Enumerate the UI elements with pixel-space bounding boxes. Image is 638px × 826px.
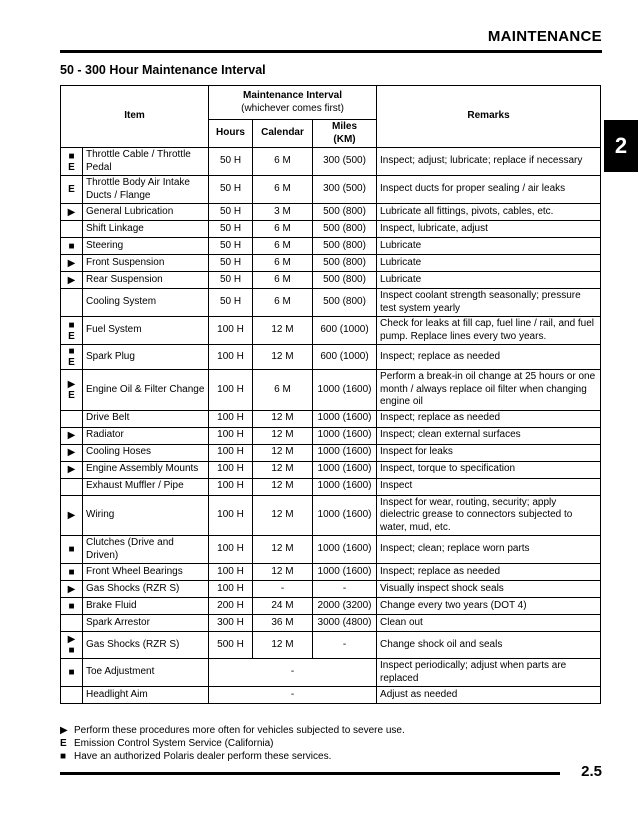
item-cell: Rear Suspension bbox=[83, 272, 209, 289]
table-row bbox=[61, 289, 601, 317]
section-title: 50 - 300 Hour Maintenance Interval bbox=[60, 63, 266, 77]
item-cell: Wiring bbox=[83, 495, 209, 536]
calendar-cell: 12 M bbox=[253, 317, 313, 345]
row-symbols bbox=[61, 410, 83, 427]
hours-cell: 100 H bbox=[209, 317, 253, 345]
hours-cell: 100 H bbox=[209, 581, 253, 598]
emission-icon: E bbox=[68, 184, 75, 195]
table-row bbox=[61, 238, 601, 255]
remarks-cell: Lubricate bbox=[377, 238, 601, 255]
remarks-cell: Visually inspect shock seals bbox=[377, 581, 601, 598]
hours-cell: 50 H bbox=[209, 289, 253, 317]
table-row bbox=[61, 204, 601, 221]
miles-cell: 1000 (1600) bbox=[313, 410, 377, 427]
legend-text-emission: Emission Control System Service (California) bbox=[74, 738, 274, 749]
dealer-icon: ■ bbox=[68, 346, 75, 357]
table-row bbox=[61, 444, 601, 461]
calendar-cell: 6 M bbox=[253, 289, 313, 317]
calendar-cell: 6 M bbox=[253, 370, 313, 411]
header-calendar: Calendar bbox=[253, 120, 313, 148]
miles-cell: 2000 (3200) bbox=[313, 598, 377, 615]
row-symbols bbox=[61, 581, 83, 598]
dealer-icon: ■ bbox=[68, 240, 75, 252]
table-row bbox=[61, 536, 601, 564]
item-cell: Front Wheel Bearings bbox=[83, 564, 209, 581]
miles-cell: 1000 (1600) bbox=[313, 427, 377, 444]
row-symbols bbox=[61, 221, 83, 238]
interval-cell: - bbox=[209, 687, 377, 704]
header-title: MAINTENANCE bbox=[487, 28, 602, 45]
hours-cell: 100 H bbox=[209, 427, 253, 444]
hours-cell: 50 H bbox=[209, 221, 253, 238]
table-row bbox=[61, 148, 601, 176]
item-cell: Engine Assembly Mounts bbox=[83, 461, 209, 478]
table-row bbox=[61, 478, 601, 495]
item-cell: Gas Shocks (RZR S) bbox=[83, 581, 209, 598]
chapter-tab: 2 bbox=[604, 120, 638, 172]
hours-cell: 100 H bbox=[209, 345, 253, 370]
item-cell: Cooling Hoses bbox=[83, 444, 209, 461]
remarks-cell: Check for leaks at fill cap, fuel line / rail, and fuel pump. Replace lines every two years. bbox=[377, 317, 601, 345]
item-cell: Gas Shocks (RZR S) bbox=[83, 632, 209, 659]
row-symbols bbox=[61, 536, 83, 564]
miles-cell: 500 (800) bbox=[313, 255, 377, 272]
calendar-cell: 12 M bbox=[253, 410, 313, 427]
table-row bbox=[61, 317, 601, 345]
table-row bbox=[61, 255, 601, 272]
emission-icon: E bbox=[68, 389, 75, 401]
calendar-cell: 6 M bbox=[253, 255, 313, 272]
row-symbols bbox=[61, 444, 83, 461]
remarks-cell: Change every two years (DOT 4) bbox=[377, 598, 601, 615]
remarks-cell: Inspect; adjust; lubricate; replace if necessary bbox=[377, 148, 601, 176]
row-symbols bbox=[61, 598, 83, 615]
row-symbols bbox=[61, 495, 83, 536]
item-cell: Shift Linkage bbox=[83, 221, 209, 238]
table-row bbox=[61, 659, 601, 687]
header-item: Item bbox=[61, 86, 209, 148]
hours-cell: 100 H bbox=[209, 370, 253, 411]
miles-cell: 1000 (1600) bbox=[313, 495, 377, 536]
page-number: 2.5 bbox=[581, 763, 602, 780]
hours-cell: 50 H bbox=[209, 176, 253, 204]
item-cell: Brake Fluid bbox=[83, 598, 209, 615]
row-symbols bbox=[61, 632, 83, 659]
calendar-cell: 6 M bbox=[253, 272, 313, 289]
calendar-cell: 12 M bbox=[253, 632, 313, 659]
calendar-cell: 12 M bbox=[253, 444, 313, 461]
miles-cell: 500 (800) bbox=[313, 238, 377, 255]
table-row bbox=[61, 427, 601, 444]
table-row bbox=[61, 176, 601, 204]
legend-text-severe: Perform these procedures more often for vehicles subjected to severe use. bbox=[74, 725, 405, 736]
calendar-cell: 6 M bbox=[253, 221, 313, 238]
item-cell: Throttle Cable / Throttle Pedal bbox=[83, 148, 209, 176]
dealer-icon: ■ bbox=[60, 751, 67, 762]
table-row bbox=[61, 345, 601, 370]
footer-rule bbox=[60, 772, 560, 775]
severe-use-icon: ▶ bbox=[67, 447, 76, 458]
item-cell: Throttle Body Air Intake Ducts / Flange bbox=[83, 176, 209, 204]
hours-cell: 100 H bbox=[209, 536, 253, 564]
miles-cell: 500 (800) bbox=[313, 272, 377, 289]
dealer-icon: ■ bbox=[68, 150, 75, 162]
table-row bbox=[61, 272, 601, 289]
calendar-cell: 6 M bbox=[253, 176, 313, 204]
item-cell: Steering bbox=[83, 238, 209, 255]
hours-cell: 100 H bbox=[209, 461, 253, 478]
calendar-cell: 12 M bbox=[253, 536, 313, 564]
remarks-cell: Change shock oil and seals bbox=[377, 632, 601, 659]
miles-cell: 300 (500) bbox=[313, 148, 377, 176]
table-row bbox=[61, 461, 601, 478]
emission-icon: E bbox=[60, 738, 67, 749]
row-symbols bbox=[61, 478, 83, 495]
table-row bbox=[61, 687, 601, 704]
table-row bbox=[61, 495, 601, 536]
item-cell: Clutches (Drive and Driven) bbox=[83, 536, 209, 564]
row-symbols bbox=[61, 289, 83, 317]
remarks-cell: Inspect, torque to specification bbox=[377, 461, 601, 478]
item-cell: Fuel System bbox=[83, 317, 209, 345]
severe-use-icon: ▶ bbox=[67, 257, 76, 269]
calendar-cell: 12 M bbox=[253, 478, 313, 495]
dealer-icon: ■ bbox=[68, 667, 75, 678]
severe-use-icon: ▶ bbox=[67, 464, 76, 475]
remarks-cell: Inspect periodically; adjust when parts are replaced bbox=[377, 659, 601, 687]
item-cell: Exhaust Muffler / Pipe bbox=[83, 478, 209, 495]
remarks-cell: Inspect ducts for proper sealing / air leaks bbox=[377, 176, 601, 204]
calendar-cell: 12 M bbox=[253, 564, 313, 581]
item-cell: Front Suspension bbox=[83, 255, 209, 272]
severe-use-icon: ▶ bbox=[67, 206, 76, 218]
severe-use-icon: ▶ bbox=[67, 583, 76, 595]
miles-cell: 1000 (1600) bbox=[313, 564, 377, 581]
row-symbols bbox=[61, 148, 83, 176]
emission-icon: E bbox=[68, 330, 75, 342]
calendar-cell: 36 M bbox=[253, 615, 313, 632]
remarks-cell: Inspect for leaks bbox=[377, 444, 601, 461]
header-rule bbox=[60, 50, 602, 53]
hours-cell: 300 H bbox=[209, 615, 253, 632]
hours-cell: 200 H bbox=[209, 598, 253, 615]
remarks-cell: Inspect; clean external surfaces bbox=[377, 427, 601, 444]
item-cell: Spark Plug bbox=[83, 345, 209, 370]
legend-row-emission bbox=[60, 737, 405, 750]
remarks-cell: Clean out bbox=[377, 615, 601, 632]
interval-cell: - bbox=[209, 659, 377, 687]
item-cell: Toe Adjustment bbox=[83, 659, 209, 687]
row-symbols bbox=[61, 255, 83, 272]
miles-cell: 1000 (1600) bbox=[313, 461, 377, 478]
table-row bbox=[61, 564, 601, 581]
header-miles-label: Miles bbox=[332, 121, 358, 132]
hours-cell: 100 H bbox=[209, 444, 253, 461]
hours-cell: 100 H bbox=[209, 495, 253, 536]
remarks-cell: Inspect, lubricate, adjust bbox=[377, 221, 601, 238]
row-symbols bbox=[61, 317, 83, 345]
item-cell: General Lubrication bbox=[83, 204, 209, 221]
emission-icon: E bbox=[68, 161, 75, 173]
table-row bbox=[61, 632, 601, 659]
header-remarks: Remarks bbox=[377, 86, 601, 148]
header-interval bbox=[209, 86, 377, 120]
miles-cell: 1000 (1600) bbox=[313, 370, 377, 411]
remarks-cell: Inspect bbox=[377, 478, 601, 495]
calendar-cell: 12 M bbox=[253, 461, 313, 478]
row-symbols bbox=[61, 272, 83, 289]
hours-cell: 50 H bbox=[209, 255, 253, 272]
severe-use-icon: ▶ bbox=[60, 725, 68, 736]
row-symbols bbox=[61, 238, 83, 255]
miles-cell: 3000 (4800) bbox=[313, 615, 377, 632]
header-interval-sub: (whichever comes first) bbox=[241, 102, 344, 114]
row-symbols bbox=[61, 204, 83, 221]
miles-cell: 500 (800) bbox=[313, 204, 377, 221]
header-miles bbox=[313, 120, 377, 148]
header-hours: Hours bbox=[209, 120, 253, 148]
remarks-cell: Inspect; clean; replace worn parts bbox=[377, 536, 601, 564]
remarks-cell: Inspect for wear, routing, security; apply dielectric grease to connectors subjected to water, mud, etc. bbox=[377, 495, 601, 536]
row-symbols bbox=[61, 687, 83, 704]
table-row bbox=[61, 410, 601, 427]
item-cell: Headlight Aim bbox=[83, 687, 209, 704]
hours-cell: 100 H bbox=[209, 410, 253, 427]
miles-cell: 1000 (1600) bbox=[313, 444, 377, 461]
item-cell: Cooling System bbox=[83, 289, 209, 317]
table-row bbox=[61, 370, 601, 411]
hours-cell: 50 H bbox=[209, 272, 253, 289]
remarks-cell: Inspect coolant strength seasonally; pressure test system yearly bbox=[377, 289, 601, 317]
header-interval-title: Maintenance Interval bbox=[243, 90, 342, 101]
miles-cell: 1000 (1600) bbox=[313, 536, 377, 564]
remarks-cell: Lubricate all fittings, pivots, cables, etc. bbox=[377, 204, 601, 221]
severe-use-icon: ▶ bbox=[67, 274, 76, 286]
calendar-cell: 6 M bbox=[253, 148, 313, 176]
row-symbols bbox=[61, 615, 83, 632]
legend-row-severe bbox=[60, 724, 405, 737]
miles-cell: 1000 (1600) bbox=[313, 478, 377, 495]
maintenance-table bbox=[60, 85, 601, 704]
calendar-cell: 6 M bbox=[253, 238, 313, 255]
severe-use-icon: ▶ bbox=[67, 430, 76, 441]
remarks-cell: Adjust as needed bbox=[377, 687, 601, 704]
dealer-icon: ■ bbox=[68, 600, 75, 612]
calendar-cell: - bbox=[253, 581, 313, 598]
item-cell: Engine Oil & Filter Change bbox=[83, 370, 209, 411]
dealer-icon: ■ bbox=[68, 319, 75, 331]
calendar-cell: 12 M bbox=[253, 427, 313, 444]
legend bbox=[60, 724, 405, 763]
miles-cell: 300 (500) bbox=[313, 176, 377, 204]
table-row bbox=[61, 615, 601, 632]
miles-cell: 600 (1000) bbox=[313, 345, 377, 370]
calendar-cell: 3 M bbox=[253, 204, 313, 221]
table-row bbox=[61, 598, 601, 615]
item-cell: Spark Arrestor bbox=[83, 615, 209, 632]
miles-cell: 500 (800) bbox=[313, 289, 377, 317]
dealer-icon: ■ bbox=[68, 645, 75, 656]
hours-cell: 100 H bbox=[209, 478, 253, 495]
hours-cell: 50 H bbox=[209, 148, 253, 176]
table-row bbox=[61, 581, 601, 598]
row-symbols bbox=[61, 345, 83, 370]
hours-cell: 50 H bbox=[209, 204, 253, 221]
remarks-cell: Lubricate bbox=[377, 255, 601, 272]
dealer-icon: ■ bbox=[68, 544, 75, 555]
row-symbols bbox=[61, 370, 83, 411]
calendar-cell: 12 M bbox=[253, 345, 313, 370]
severe-use-icon: ▶ bbox=[67, 509, 76, 521]
row-symbols bbox=[61, 659, 83, 687]
miles-cell: - bbox=[313, 581, 377, 598]
miles-cell: - bbox=[313, 632, 377, 659]
header-km-label: (KM) bbox=[333, 133, 356, 145]
legend-row-dealer bbox=[60, 750, 405, 763]
row-symbols bbox=[61, 176, 83, 204]
miles-cell: 500 (800) bbox=[313, 221, 377, 238]
hours-cell: 100 H bbox=[209, 564, 253, 581]
calendar-cell: 24 M bbox=[253, 598, 313, 615]
remarks-cell: Inspect; replace as needed bbox=[377, 345, 601, 370]
remarks-cell: Lubricate bbox=[377, 272, 601, 289]
severe-use-icon: ▶ bbox=[67, 378, 76, 390]
calendar-cell: 12 M bbox=[253, 495, 313, 536]
table-row bbox=[61, 221, 601, 238]
legend-text-dealer: Have an authorized Polaris dealer perform these services. bbox=[74, 751, 332, 762]
dealer-icon: ■ bbox=[68, 566, 75, 578]
item-cell: Radiator bbox=[83, 427, 209, 444]
row-symbols bbox=[61, 564, 83, 581]
miles-cell: 600 (1000) bbox=[313, 317, 377, 345]
remarks-cell: Inspect; replace as needed bbox=[377, 410, 601, 427]
severe-use-icon: ▶ bbox=[67, 634, 76, 645]
hours-cell: 50 H bbox=[209, 238, 253, 255]
item-cell: Drive Belt bbox=[83, 410, 209, 427]
remarks-cell: Perform a break-in oil change at 25 hours or one month / always replace oil filter when changing engine oil bbox=[377, 370, 601, 411]
row-symbols bbox=[61, 461, 83, 478]
hours-cell: 500 H bbox=[209, 632, 253, 659]
emission-icon: E bbox=[68, 357, 75, 368]
table-body bbox=[61, 148, 601, 704]
remarks-cell: Inspect; replace as needed bbox=[377, 564, 601, 581]
row-symbols bbox=[61, 427, 83, 444]
